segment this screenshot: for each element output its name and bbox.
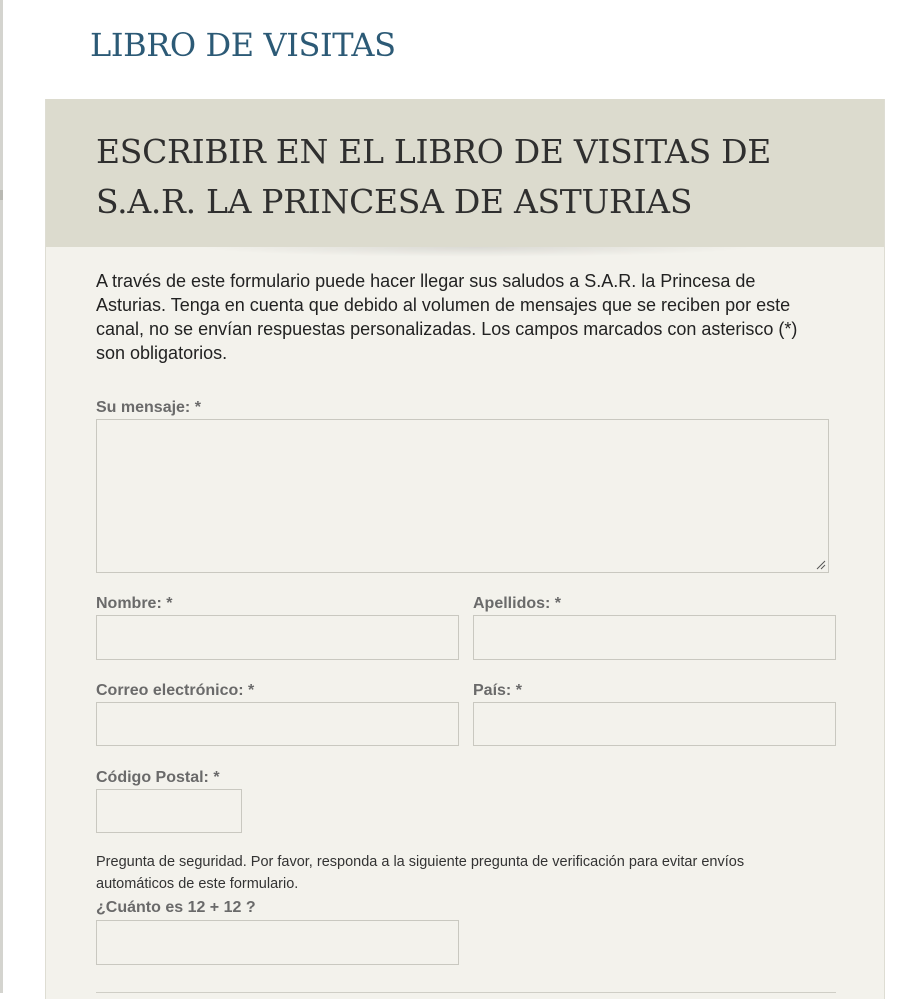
form-header [46, 99, 884, 247]
form-heading-line-1: ESCRIBIR EN EL LIBRO DE VISITAS DE [96, 132, 772, 171]
security-answer-input[interactable] [96, 920, 459, 965]
page-left-border [0, 0, 3, 993]
resize-handle-icon[interactable] [816, 560, 826, 570]
form-heading [96, 127, 771, 227]
header-shadow [196, 247, 756, 257]
pais-input[interactable] [473, 702, 836, 746]
page-left-marker [0, 190, 3, 200]
form-intro-text: A través de este formulario puede hacer llegar sus saludos a S.A.R. la Princesa de Asturias. Tenga en cuenta que debido al volumen de mensajes que se reciben por este canal, no se envían respuestas personalizadas. Los campos marcados con asterisco (*) son obligatorios. [96, 271, 798, 363]
nombre-input[interactable] [96, 615, 459, 660]
correo-label: Correo electrónico: * [96, 682, 255, 699]
message-textarea[interactable] [96, 419, 829, 573]
nombre-label: Nombre: * [96, 595, 173, 612]
security-question: ¿Cuánto es 12 + 12 ? [96, 899, 256, 916]
apellidos-label: Apellidos: * [473, 595, 562, 612]
postal-code-input[interactable] [96, 789, 242, 833]
message-label: Su mensaje: * [96, 399, 201, 416]
guestbook-form-panel [45, 99, 885, 999]
form-heading-line-2: S.A.R. LA PRINCESA DE ASTURIAS [96, 182, 693, 221]
correo-input[interactable] [96, 702, 459, 746]
page-title: LIBRO DE VISITAS [90, 26, 396, 64]
pais-label: País: * [473, 682, 522, 699]
security-description: Pregunta de seguridad. Por favor, responda a la siguiente pregunta de verificación para evitar envíos automáticos de este formulario. [96, 854, 745, 892]
postal-label: Código Postal: * [96, 769, 220, 786]
apellidos-input[interactable] [473, 615, 836, 660]
